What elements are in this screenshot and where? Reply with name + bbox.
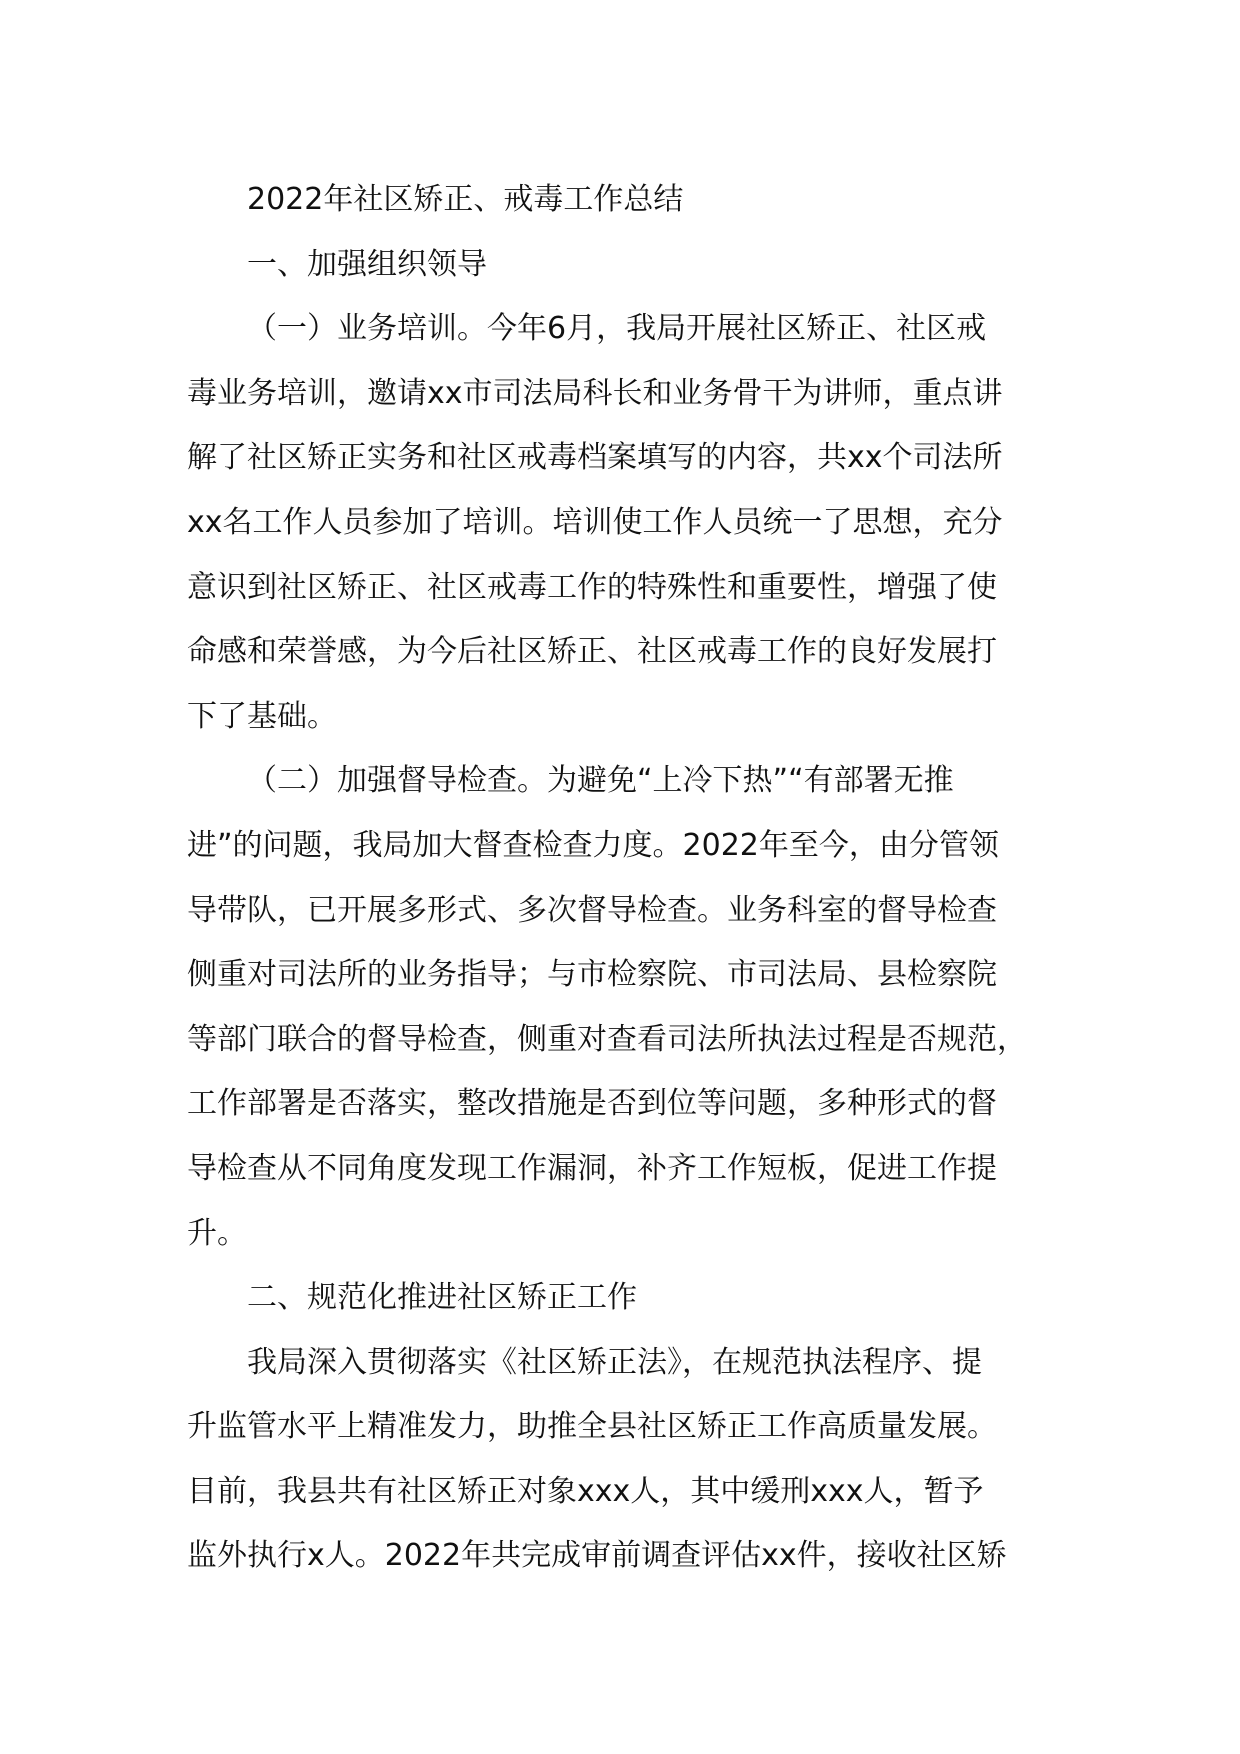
text-line: （二）加强督导检查。为避免“上冷下热”“有部署无推 [247,763,954,799]
document-title: 2022年社区矫正、戒毒工作总结 [247,182,684,217]
text-line: 等部门联合的督导检查，侧重对查看司法所执法过程是否规范， [187,1021,1027,1057]
text-line: 命感和荣誉感，为今后社区矫正、社区戒毒工作的良好发展打 [187,634,997,670]
paragraph-training [187,297,1067,749]
text-line: （一）业务培训。今年6月，我局开展社区矫正、社区戒 [247,311,987,347]
section-heading-2: 二、规范化推进社区矫正工作 [247,1280,637,1316]
text-line: 意识到社区矫正、社区戒毒工作的特殊性和重要性，增强了使 [187,569,997,605]
paragraph-supervision [187,749,1067,1266]
text-line: xx名工作人员参加了培训。培训使工作人员统一了思想，充分 [187,504,1003,540]
text-line: 解了社区矫正实务和社区戒毒档案填写的内容，共xx个司法所 [187,440,1003,476]
text-line: 下了基础。 [187,698,337,734]
text-line: 进”的问题，我局加大督查检查力度。2022年至今，由分管领 [187,827,999,863]
text-line: 目前，我县共有社区矫正对象xxx人，其中缓刑xxx人，暂予 [187,1473,984,1509]
text-line: 毒业务培训，邀请xx市司法局科长和业务骨干为讲师，重点讲 [187,375,1003,411]
text-line: 升。 [187,1215,247,1251]
text-line: 导检查从不同角度发现工作漏洞，补齐工作短板，促进工作提 [187,1150,997,1186]
text-line: 升监管水平上精准发力，助推全县社区矫正工作高质量发展。 [187,1409,997,1445]
section-heading-1: 一、加强组织领导 [247,246,487,282]
document-body [187,168,1067,1589]
paragraph-community-correction [187,1331,1067,1589]
text-line: 监外执行x人。2022年共完成审前调查评估xx件，接收社区矫 [187,1538,1007,1574]
text-line: 我局深入贯彻落实《社区矫正法》，在规范执法程序、提 [247,1344,982,1380]
text-line: 导带队，已开展多形式、多次督导检查。业务科室的督导检查 [187,892,997,928]
text-line: 工作部署是否落实，整改措施是否到位等问题，多种形式的督 [187,1086,997,1122]
text-line: 侧重对司法所的业务指导；与市检察院、市司法局、县检察院 [187,957,997,993]
